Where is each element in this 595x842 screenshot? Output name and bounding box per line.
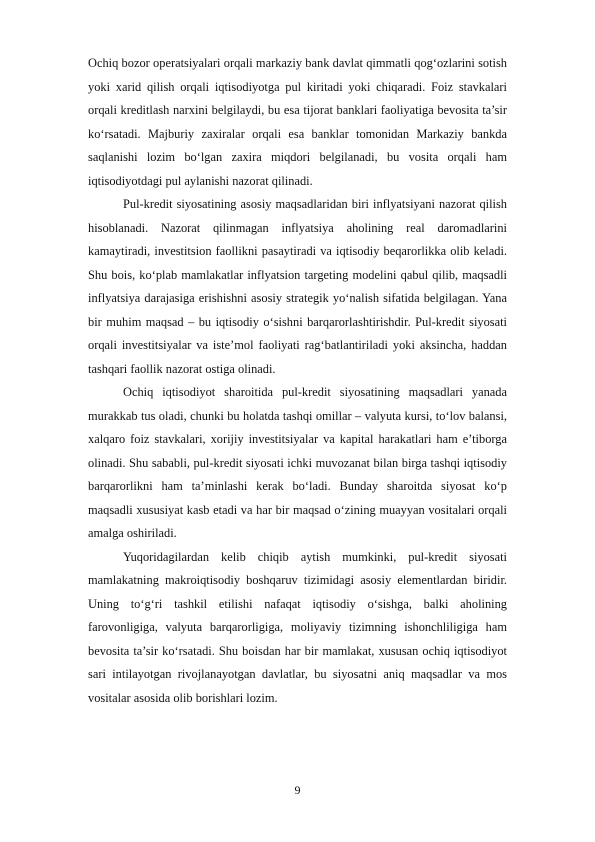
- paragraph-1: Ochiq bozor operatsiyalari orqali markaziy bank davlat qimmatli qog‘ozlarini sotish yoki xarid qilish orqali iqtisodiyotga pul kiritadi yoki chiqaradi. Foiz stavkalari orqali kreditlash narxini belgilaydi, bu esa tijorat banklari faoliyatiga bevosita ta’sir ko‘rsatadi. Majburiy zaxiralar orqali esa banklar tomonidan Markaziy bankda saqlanishi lozim bo‘lgan zaxira miqdori belgilanadi, bu vosita orqali ham iqtisodiyotdagi pul aylanishi nazorat qilinadi.: [88, 56, 507, 188]
- paragraph-2: Pul-kredit siyosatining asosiy maqsadlaridan biri inflyatsiyani nazorat qilish hisoblanadi. Nazorat qilinmagan inflyatsiya aholining real daromadlarini kamaytiradi, investitsion faollikni pasaytiradi va iqtisodiy beqarorlikka olib keladi. Shu bois, ko‘plab mamlakatlar inflyatsion targeting modelini qabul qilib, maqsadli inflyatsiya darajasiga erishishni asosiy strategik yo‘nalish sifatida belgilagan. Yana bir muhim maqsad – bu iqtisodiy o‘sishni barqarorlashtirishdir. Pul-kredit siyosati orqali investitsiyalar va iste’mol faoliyati rag‘batlantiriladi yoki aksincha, haddan tashqari faollik nazorat ostiga olinadi.: [88, 197, 507, 376]
- paragraph-3: Ochiq iqtisodiyot sharoitida pul-kredit siyosatining maqsadlari yanada murakkab tus oladi, chunki bu holatda tashqi omillar – valyuta kursi, to‘lov balansi, xalqaro foiz stavkalari, xorijiy investitsiyalar va kapital harakatlari ham e’tiborga olinadi. Shu sababli, pul-kredit siyosati ichki muvozanat bilan birga tashqi iqtisodiy barqarorlikni ham ta’minlashi kerak bo‘ladi. Bunday sharoitda siyosat ko‘p maqsadli xususiyat kasb etadi va har bir maqsad o‘zining muayyan vositalari orqali amalga oshiriladi.: [88, 385, 507, 540]
- paragraph-4: Yuqoridagilardan kelib chiqib aytish mumkinki, pul-kredit siyosati mamlakatning makroiqtisodiy boshqaruv tizimidagi asosiy elementlardan biridir. Uning to‘g‘ri tashkil etilishi nafaqat iqtisodiy o‘sishga, balki aholining farovonligiga, valyuta barqarorligiga, moliyaviy tizimning ishonchliligiga ham bevosita ta’sir ko‘rsatadi. Shu boisdan har bir mamlakat, xususan ochiq iqtisodiyot sari intilayotgan rivojlanayotgan davlatlar, bu siyosatni aniq maqsadlar va mos vositalar asosida olib borishlari lozim.: [88, 549, 507, 705]
- body-text: [88, 52, 507, 710]
- page-number: 9: [294, 783, 301, 797]
